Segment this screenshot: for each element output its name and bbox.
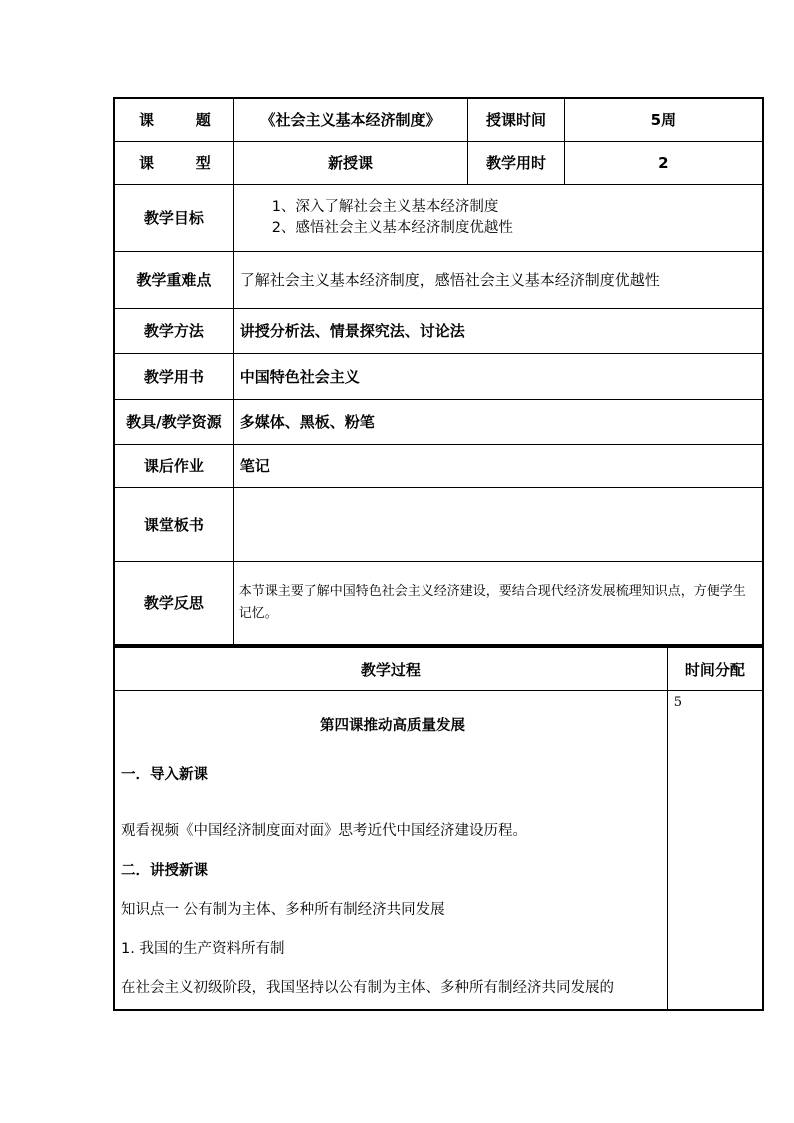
- lesson-title: 第四课推动高质量发展: [320, 718, 465, 734]
- key-label: 教学重难点: [114, 251, 233, 308]
- topic-label: 课 题: [139, 111, 211, 130]
- process-content: [114, 691, 667, 1011]
- topic-label-cell: [114, 98, 233, 141]
- row-goals: [114, 184, 763, 251]
- type-value: 新授课: [233, 141, 468, 184]
- subheading-1: 1. 我国的生产资料所有制: [121, 941, 285, 957]
- lesson-info-table: [113, 97, 764, 646]
- goal-item: 1、深入了解社会主义基本经济制度: [271, 198, 499, 215]
- goals-label: 教学目标: [114, 184, 233, 251]
- knowledge-point-1: 知识点一 公有制为主体、多种所有制经济共同发展: [121, 902, 445, 918]
- content-paragraph: 在社会主义初级阶段，我国坚持以公有制为主体、多种所有制经济共同发展的: [121, 980, 614, 996]
- resources-value: 多媒体、黑板、粉笔: [233, 399, 763, 444]
- teaching-process-table: [113, 646, 764, 1011]
- board-label: 课堂板书: [114, 487, 233, 561]
- row-method: [114, 308, 763, 353]
- homework-label: 课后作业: [114, 444, 233, 487]
- row-homework: [114, 444, 763, 487]
- time-label: 授课时间: [468, 98, 564, 141]
- topic-value: 《社会主义基本经济制度》: [233, 98, 468, 141]
- reflection-value: 本节课主要了解中国特色社会主义经济建设，要结合现代经济发展梳理知识点，方便学生记忆。: [233, 561, 763, 645]
- row-type: [114, 141, 763, 184]
- homework-value: 笔记: [233, 444, 763, 487]
- board-value: [233, 487, 763, 561]
- row-book: [114, 353, 763, 399]
- reflection-label: 教学反思: [114, 561, 233, 645]
- process-body-row: [114, 691, 763, 1011]
- process-header: 教学过程: [114, 647, 667, 691]
- section-teaching-heading: 二．讲授新课: [121, 863, 208, 879]
- hours-value: 2: [564, 141, 763, 184]
- book-value: 中国特色社会主义: [233, 353, 763, 399]
- resources-label: 教具/教学资源: [114, 399, 233, 444]
- row-key-points: [114, 251, 763, 308]
- process-header-row: [114, 647, 763, 691]
- row-resources: [114, 399, 763, 444]
- key-value: 了解社会主义基本经济制度，感悟社会主义基本经济制度优越性: [233, 251, 763, 308]
- row-board: [114, 487, 763, 561]
- intro-paragraph: 观看视频《中国经济制度面对面》思考近代中国经济建设历程。: [121, 823, 527, 839]
- time-header: 时间分配: [667, 647, 763, 691]
- method-label: 教学方法: [114, 308, 233, 353]
- hours-label: 教学用时: [468, 141, 564, 184]
- book-label: 教学用书: [114, 353, 233, 399]
- row-reflection: [114, 561, 763, 645]
- goals-list: [233, 184, 763, 251]
- section-intro-heading: 一．导入新课: [121, 767, 208, 783]
- method-value: 讲授分析法、情景探究法、讨论法: [233, 308, 763, 353]
- row-topic: [114, 98, 763, 141]
- time-allocation: 5: [667, 691, 763, 1011]
- goal-item: 2、感悟社会主义基本经济制度优越性: [271, 219, 513, 236]
- type-label-cell: [114, 141, 233, 184]
- type-label: 课 型: [139, 154, 211, 172]
- time-value: 5周: [564, 98, 763, 141]
